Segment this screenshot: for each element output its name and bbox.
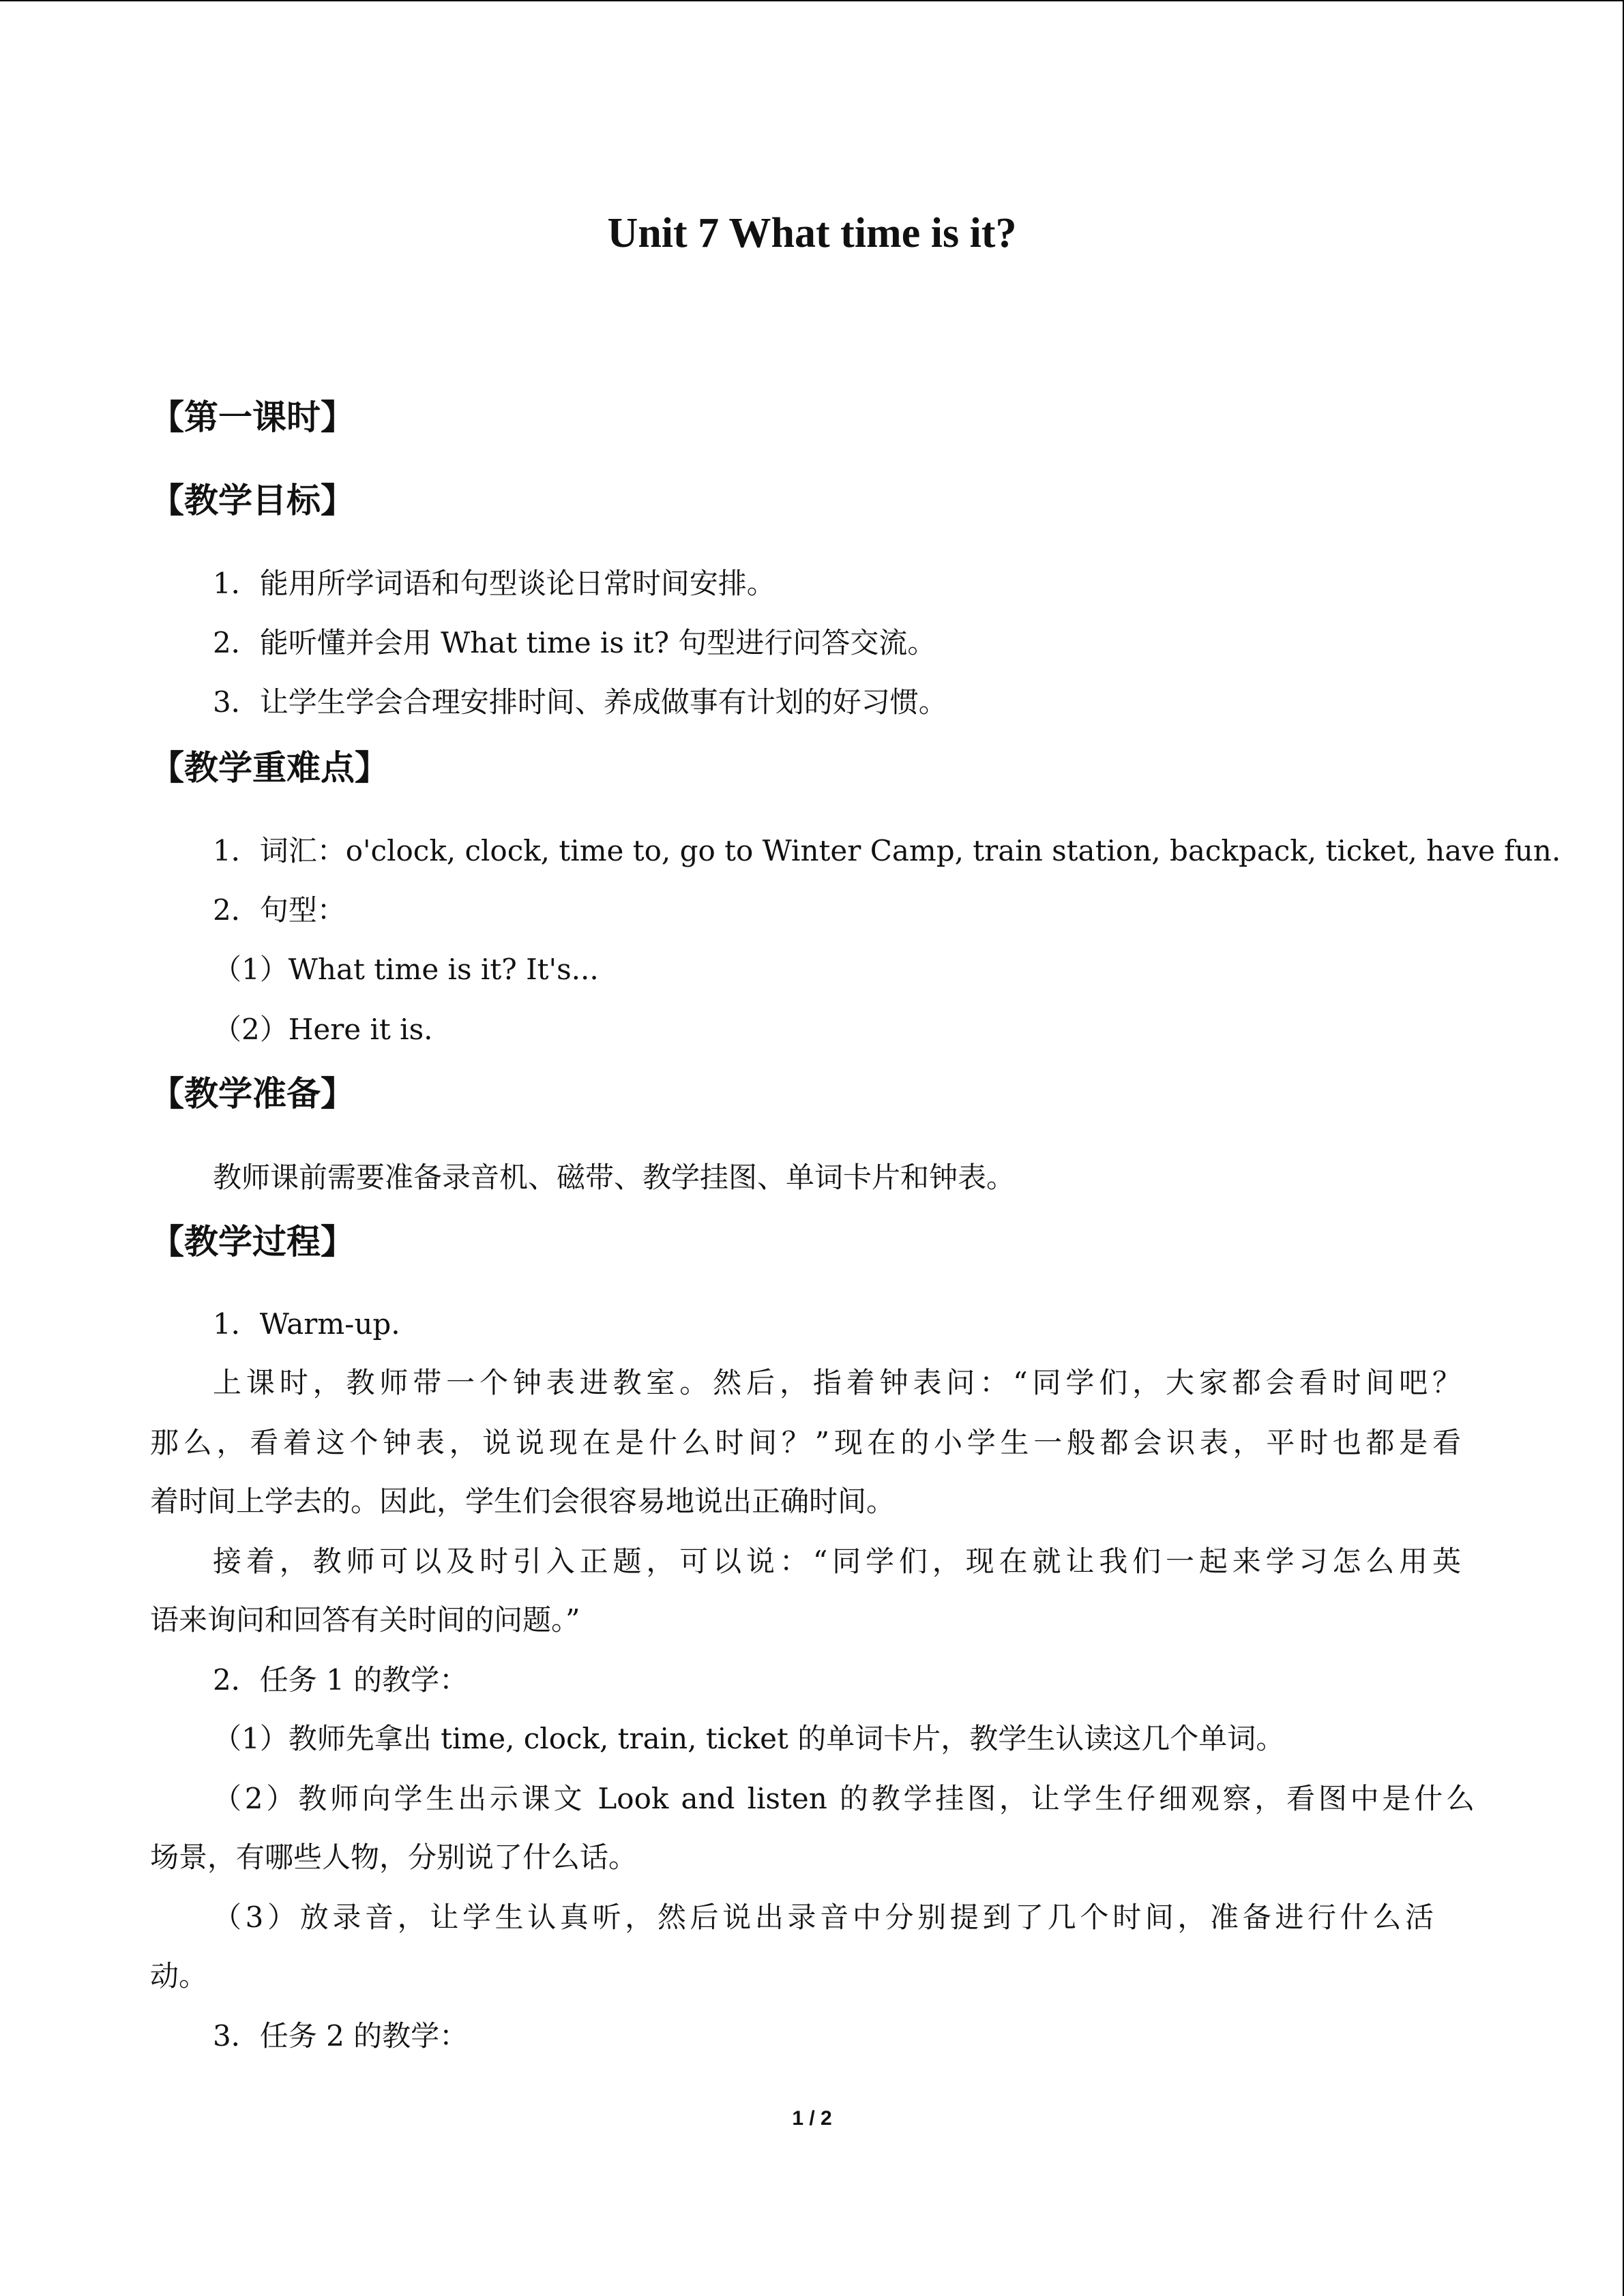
key-point-item-3: （1）What time is it? It's... (213, 953, 599, 986)
preparation-text: 教师课前需要准备录音机、磁带、教学挂图、单词卡片和钟表。 (213, 1161, 1016, 1194)
process-line-6: 语来询问和回答有关时间的问题。” (150, 1603, 580, 1637)
page-number: 1 / 2 (792, 2107, 832, 2130)
section-heading-process: 【教学过程】 (150, 1222, 355, 1262)
process-line-3: 那么，看着这个钟表，说说现在是什么时间？”现在的小学生一般都会识表，平时也都是看 (150, 1426, 1461, 1459)
key-point-item-4: （2）Here it is. (213, 1013, 433, 1046)
process-line-8: （1）教师先拿出 time, clock, train, ticket 的单词卡片，教学生认读这几个单词。 (213, 1722, 1285, 1755)
process-line-5: 接着，教师可以及时引入正题，可以说：“同学们，现在就让我们一起来学习怎么用英 (213, 1545, 1461, 1578)
process-line-4: 着时间上学去的。因此，学生们会很容易地说出正确时间。 (150, 1485, 896, 1518)
page-title: Unit 7 What time is it? (607, 210, 1017, 256)
section-heading-key-points: 【教学重难点】 (150, 748, 389, 788)
key-point-item-1: 1．词汇：o'clock, clock, time to, go to Winter Camp, train station, backpack, ticket, have fun. (213, 834, 1561, 867)
process-line-13: 3．任务 2 的教学： (213, 2019, 469, 2053)
objective-item-1: 1．能用所学词语和句型谈论日常时间安排。 (213, 567, 776, 600)
process-line-10: 场景，有哪些人物，分别说了什么话。 (150, 1840, 638, 1874)
objective-item-3: 3．让学生学会合理安排时间、养成做事有计划的好习惯。 (213, 685, 947, 719)
key-point-item-2: 2．句型： (213, 893, 346, 927)
section-heading-lesson: 【第一课时】 (150, 398, 355, 437)
process-line-2: 上课时，教师带一个钟表进教室。然后，指着钟表问：“同学们，大家都会看时间吧？ (213, 1366, 1461, 1399)
process-line-1: 1．Warm-up. (213, 1307, 400, 1341)
process-line-7: 2．任务 1 的教学： (213, 1663, 469, 1697)
objective-item-2: 2．能听懂并会用 What time is it? 句型进行问答交流。 (213, 626, 936, 659)
process-line-11: （3）放录音，让学生认真听，然后说出录音中分别提到了几个时间，准备进行什么活 (213, 1900, 1434, 1934)
section-heading-objectives: 【教学目标】 (150, 481, 355, 520)
process-line-12: 动。 (150, 1959, 208, 1993)
process-line-9: （2）教师向学生出示课文 Look and listen 的教学挂图，让学生仔细观察，看图中是什么 (213, 1782, 1475, 1815)
section-heading-preparation: 【教学准备】 (150, 1074, 355, 1114)
